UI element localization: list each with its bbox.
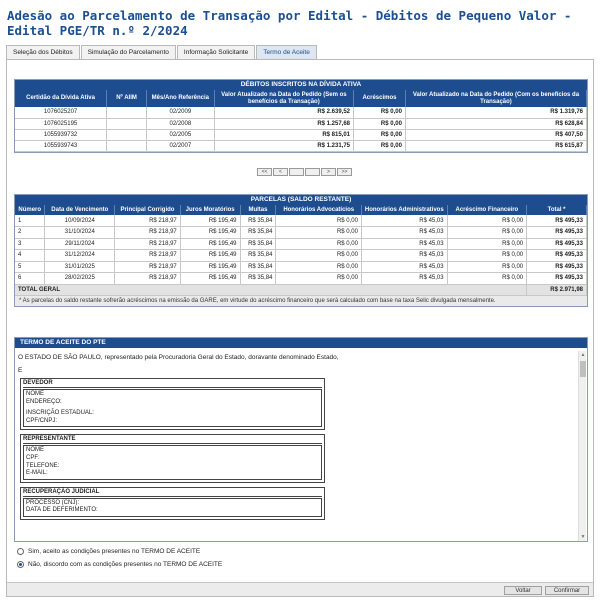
parcelas-cell: R$ 0,00 [447, 238, 527, 250]
parcelas-row [15, 238, 587, 250]
debitos-cell: 02/2005 [146, 129, 214, 140]
parcelas-cell: 6 [15, 273, 45, 285]
parcelas-cell: R$ 195,49 [180, 238, 240, 250]
parcelas-table [14, 194, 588, 307]
debitos-col-header: Mês/Ano Referência [146, 90, 214, 107]
scroll-down-icon[interactable]: ▼ [580, 534, 586, 540]
parcelas-row [15, 215, 587, 227]
parcelas-header: PARCELAS (SALDO RESTANTE) [15, 195, 587, 205]
scroll-up-icon[interactable]: ▲ [580, 352, 586, 358]
parcelas-cell: R$ 35,84 [240, 215, 276, 227]
section-title: DEVEDOR [23, 380, 322, 388]
debitos-cell: R$ 0,00 [354, 140, 406, 151]
option-decline[interactable] [17, 561, 222, 568]
decline-radio[interactable] [17, 561, 24, 568]
parcelas-cell: R$ 35,84 [240, 238, 276, 250]
debitos-cell: 1055939743 [15, 140, 107, 151]
tab-4[interactable]: Termo de Aceite [256, 45, 317, 59]
field-label: CPF/CNPJ: [26, 417, 58, 424]
parcelas-cell: R$ 195,49 [180, 250, 240, 262]
parcelas-cell: R$ 35,84 [240, 261, 276, 273]
debitos-cell: R$ 628,84 [405, 118, 586, 129]
debitos-cell: R$ 615,87 [405, 140, 586, 151]
parcelas-cell: R$ 195,49 [180, 227, 240, 239]
pagination [257, 168, 353, 176]
debitos-cell [107, 129, 147, 140]
parcelas-cell: R$ 218,97 [115, 250, 181, 262]
termo-e: E [18, 367, 23, 374]
parcelas-cell: R$ 495,33 [527, 238, 587, 250]
parcelas-cell: R$ 35,84 [240, 273, 276, 285]
pager-button[interactable] [305, 168, 320, 176]
tab-1[interactable]: Seleção dos Débitos [6, 45, 80, 59]
section-fields [23, 389, 322, 427]
parcelas-cell: R$ 0,00 [447, 273, 527, 285]
termo-section [20, 487, 325, 520]
pager-button[interactable]: > [321, 168, 336, 176]
parcelas-cell: R$ 495,33 [527, 215, 587, 227]
parcelas-cell: R$ 195,49 [180, 273, 240, 285]
parcelas-cell: R$ 45,03 [361, 250, 447, 262]
parcelas-cell: R$ 0,00 [447, 250, 527, 262]
parcelas-cell: 29/11/2024 [45, 238, 115, 250]
parcelas-cell: R$ 495,33 [527, 227, 587, 239]
field-label: DATA DE DEFERIMENTO: [26, 507, 98, 514]
parcelas-cell: R$ 0,00 [276, 273, 362, 285]
parcelas-cell: R$ 35,84 [240, 227, 276, 239]
debitos-row [15, 140, 587, 151]
parcelas-cell: R$ 218,97 [115, 227, 181, 239]
section-fields [23, 445, 322, 479]
parcelas-cell: 28/02/2025 [45, 273, 115, 285]
debitos-row [15, 118, 587, 129]
total-row [15, 284, 587, 296]
parcelas-col-header: Multas [240, 205, 276, 215]
debitos-cell [107, 107, 147, 118]
footer-bar [7, 582, 593, 596]
accept-radio[interactable] [17, 548, 24, 555]
debitos-cell: R$ 407,50 [405, 129, 586, 140]
field-label: E-MAIL: [26, 470, 48, 477]
termo-intro: O ESTADO DE SÃO PAULO, representado pela Procuradoria Geral do Estado, doravante denominado Estado, [18, 354, 339, 361]
debitos-cell: R$ 1.319,76 [405, 107, 586, 118]
debitos-cell: R$ 0,00 [354, 118, 406, 129]
parcelas-cell: R$ 218,97 [115, 273, 181, 285]
parcelas-cell: 1 [15, 215, 45, 227]
termo-section [20, 378, 325, 430]
parcelas-cell: R$ 45,03 [361, 273, 447, 285]
pager-button[interactable]: << [257, 168, 272, 176]
accept-label: Sim, aceito as condições presentes no TERMO DE ACEITE [28, 548, 201, 555]
parcelas-note: * As parcelas do saldo restante sofrerão acréscimos na emissão da GARE, em virtude do acréscimo financeiro que será calculado com base na taxa Selic divulgada mensalmente. [15, 296, 587, 306]
debitos-cell [107, 140, 147, 151]
debitos-cell: R$ 0,00 [354, 107, 406, 118]
pager-button[interactable]: < [273, 168, 288, 176]
termo-content[interactable] [18, 353, 574, 539]
debitos-cell: 1076025207 [15, 107, 107, 118]
parcelas-cell: R$ 495,33 [527, 273, 587, 285]
debitos-cell [107, 118, 147, 129]
termo-aceite-panel [14, 337, 588, 542]
decline-label: Não, discordo com as condições presentes no TERMO DE ACEITE [28, 561, 223, 568]
parcelas-row [15, 261, 587, 273]
confirm-button[interactable]: Confirmar [545, 586, 589, 595]
parcelas-col-header: Juros Moratórios [180, 205, 240, 215]
main-panel [6, 59, 594, 597]
field-label: PROCESSO (CNJ): [26, 499, 80, 506]
parcelas-cell: 31/10/2024 [45, 227, 115, 239]
parcelas-col-header: Data de Vencimento [45, 205, 115, 215]
termo-header: TERMO DE ACEITE DO PTE [15, 338, 587, 348]
debitos-header: DÉBITOS INSCRITOS NA DÍVIDA ATIVA [15, 80, 587, 90]
debitos-col-header: Acréscimos [354, 90, 406, 107]
parcelas-cell: R$ 195,49 [180, 261, 240, 273]
debitos-row [15, 107, 587, 118]
parcelas-cell: R$ 45,03 [361, 261, 447, 273]
parcelas-cell: R$ 0,00 [276, 261, 362, 273]
debitos-row [15, 129, 587, 140]
parcelas-cell: R$ 0,00 [276, 227, 362, 239]
parcelas-cell: R$ 0,00 [447, 215, 527, 227]
debitos-cell: R$ 815,01 [214, 129, 353, 140]
termo-scrollbar[interactable] [578, 351, 586, 541]
parcelas-cell: 31/01/2025 [45, 261, 115, 273]
debitos-cell: 1055939732 [15, 129, 107, 140]
field-label: INSCRIÇÃO ESTADUAL: [26, 410, 94, 417]
page-title: Adesão ao Parcelamento de Transação por Edital - Débitos de Pequeno Valor - Edital PGE/TR n.º 2/2024 [7, 8, 572, 38]
field-label: NOME [26, 391, 44, 397]
parcelas-row [15, 273, 587, 285]
section-title: REPRESENTANTE [23, 436, 322, 444]
parcelas-col-header: Honorários Administrativos [361, 205, 447, 215]
parcelas-cell: R$ 0,00 [447, 261, 527, 273]
parcelas-cell: 2 [15, 227, 45, 239]
debitos-cell: R$ 1.257,68 [214, 118, 353, 129]
parcelas-cell: R$ 35,84 [240, 250, 276, 262]
debitos-cell: 02/2008 [146, 118, 214, 129]
pager-button[interactable]: >> [337, 168, 352, 176]
parcelas-col-header: Total * [527, 205, 587, 215]
debitos-table [14, 79, 588, 153]
debitos-col-header: Nº AIIM [107, 90, 147, 107]
parcelas-row [15, 227, 587, 239]
parcelas-col-header: Honorários Advocatícios [276, 205, 362, 215]
parcelas-cell: R$ 0,00 [276, 238, 362, 250]
parcelas-cell: 10/09/2024 [45, 215, 115, 227]
total-value: R$ 2.971,98 [527, 284, 587, 296]
parcelas-cell: 3 [15, 238, 45, 250]
debitos-cell: 02/2007 [146, 140, 214, 151]
pager-button[interactable] [289, 168, 304, 176]
parcelas-cell: R$ 0,00 [276, 215, 362, 227]
tab-bar [6, 45, 318, 59]
parcelas-cell: 31/12/2024 [45, 250, 115, 262]
parcelas-col-header: Acréscimo Financeiro [447, 205, 527, 215]
scroll-thumb[interactable] [580, 361, 586, 377]
parcelas-cell: R$ 45,03 [361, 227, 447, 239]
debitos-col-header: Valor Atualizado na Data do Pedido (Com os benefícios da Transação) [405, 90, 586, 107]
parcelas-cell: 5 [15, 261, 45, 273]
parcelas-cell: R$ 218,97 [115, 261, 181, 273]
parcelas-cell: R$ 495,33 [527, 250, 587, 262]
parcelas-row [15, 250, 587, 262]
total-label: TOTAL GERAL [15, 284, 527, 296]
field-label: TELEFONE: [26, 462, 60, 469]
parcelas-cell: R$ 218,97 [115, 238, 181, 250]
section-title: RECUPERAÇÃO JUDICIAL [23, 489, 322, 497]
parcelas-cell: R$ 195,49 [180, 215, 240, 227]
parcelas-cell: R$ 495,33 [527, 261, 587, 273]
tab-2[interactable]: Simulação do Parcelamento [81, 45, 176, 59]
debitos-cell: R$ 1.231,75 [214, 140, 353, 151]
debitos-cell: 02/2009 [146, 107, 214, 118]
debitos-cell: 1076025195 [15, 118, 107, 129]
field-label: NOME [26, 447, 44, 454]
parcelas-cell: R$ 45,03 [361, 215, 447, 227]
debitos-col-header: Certidão da Dívida Ativa [15, 90, 107, 107]
parcelas-cell: R$ 0,00 [447, 227, 527, 239]
section-fields [23, 498, 322, 517]
parcelas-cell: R$ 218,97 [115, 215, 181, 227]
tab-3[interactable]: Informação Solicitante [177, 45, 255, 59]
debitos-cell: R$ 2.639,52 [214, 107, 353, 118]
debitos-cell: R$ 0,00 [354, 129, 406, 140]
field-label: CPF: [26, 454, 40, 461]
parcelas-cell: 4 [15, 250, 45, 262]
parcelas-col-header: Número [15, 205, 45, 215]
field-label: ENDEREÇO: [26, 398, 62, 405]
parcelas-cell: R$ 0,00 [276, 250, 362, 262]
parcelas-col-header: Principal Corrigido [115, 205, 181, 215]
option-accept[interactable] [17, 548, 200, 555]
back-button[interactable]: Voltar [504, 586, 542, 595]
termo-section [20, 434, 325, 482]
debitos-col-header: Valor Atualizado na Data do Pedido (Sem os benefícios da Transação) [214, 90, 353, 107]
parcelas-cell: R$ 45,03 [361, 238, 447, 250]
